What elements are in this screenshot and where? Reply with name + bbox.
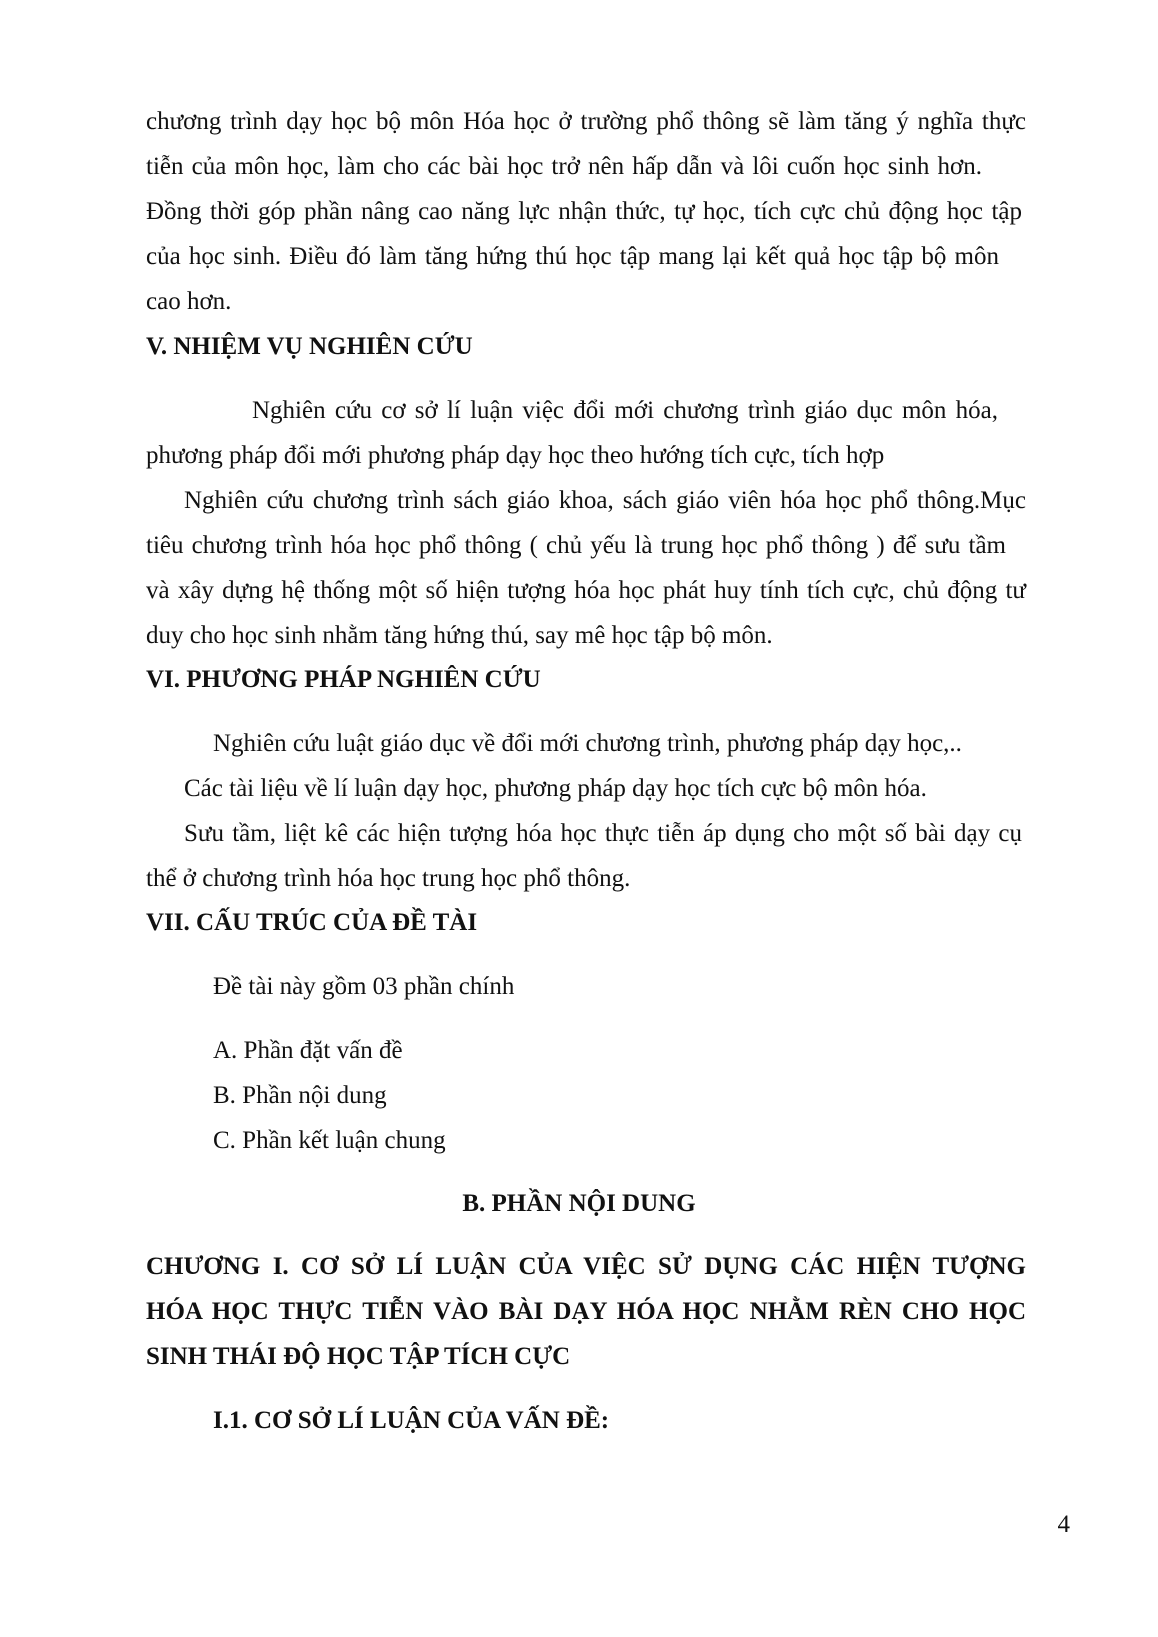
intro-line-4: của học sinh. Điều đó làm tăng hứng thú học tập mang lại kết quả học tập bộ môn: [146, 243, 999, 270]
section-v-para2-line4: duy cho học sinh nhằm tăng hứng thú, say mê học tập bộ môn.: [146, 622, 773, 649]
intro-line-3: Đồng thời góp phần nâng cao năng lực nhận thức, tự học, tích cực chủ động học tập: [146, 198, 1022, 225]
part-item-a: A. Phần đặt vấn đề: [213, 1037, 403, 1064]
section-v-para1-line2: phương pháp đổi mới phương pháp dạy học theo hướng tích cực, tích hợp: [146, 442, 885, 469]
part-item-c: C. Phần kết luận chung: [213, 1127, 446, 1154]
part-b-title: B. PHẦN NỘI DUNG: [462, 1190, 696, 1217]
section-v-para2-line3: và xây dựng hệ thống một số hiện tượng hóa học phát huy tính tích cực, chủ động tư: [146, 577, 1026, 604]
page-number: 4: [1057, 1511, 1070, 1538]
intro-line-1: chương trình dạy học bộ môn Hóa học ở trường phổ thông sẽ làm tăng ý nghĩa thực: [146, 108, 1026, 135]
section-v-heading: V. NHIỆM VỤ NGHIÊN CỨU: [146, 333, 473, 360]
section-vii-intro: Đề tài này gồm 03 phần chính: [213, 973, 515, 1000]
section-v-para2-line2: tiêu chương trình hóa học phổ thông ( chủ yếu là trung học phổ thông ) để sưu tầm: [146, 532, 1006, 559]
section-vi-line3: Sưu tầm, liệt kê các hiện tượng hóa học thực tiễn áp dụng cho một số bài dạy cụ: [184, 820, 1022, 847]
intro-line-5: cao hơn.: [146, 288, 232, 315]
section-vii-heading: VII. CẤU TRÚC CỦA ĐỀ TÀI: [146, 909, 478, 936]
section-v-para2-line1: Nghiên cứu chương trình sách giáo khoa, sách giáo viên hóa học phổ thông.Mục: [184, 487, 1026, 514]
section-vi-heading: VI. PHƯƠNG PHÁP NGHIÊN CỨU: [146, 666, 541, 693]
chapter-title-line1: CHƯƠNG I. CƠ SỞ LÍ LUẬN CỦA VIỆC SỬ DỤNG CÁC HIỆN TƯỢNG: [146, 1253, 1026, 1280]
section-vi-line2: Các tài liệu về lí luận dạy học, phương pháp dạy học tích cực bộ môn hóa.: [184, 775, 927, 802]
section-vi-line1: Nghiên cứu luật giáo dục về đổi mới chương trình, phương pháp dạy học,..: [213, 730, 962, 757]
section-v-para1-line1: Nghiên cứu cơ sở lí luận việc đổi mới chương trình giáo dục môn hóa,: [252, 397, 998, 424]
chapter-title-line2: HÓA HỌC THỰC TIỄN VÀO BÀI DẠY HÓA HỌC NHẰM RÈN CHO HỌC: [146, 1298, 1026, 1325]
intro-line-2: tiễn của môn học, làm cho các bài học trở nên hấp dẫn và lôi cuốn học sinh hơn.: [146, 153, 982, 180]
part-item-b: B. Phần nội dung: [213, 1082, 387, 1109]
section-vi-line4: thể ở chương trình hóa học trung học phổ thông.: [146, 865, 631, 892]
chapter-title-line3: SINH THÁI ĐỘ HỌC TẬP TÍCH CỰC: [146, 1343, 571, 1370]
subsection-title: I.1. CƠ SỞ LÍ LUẬN CỦA VẤN ĐỀ:: [213, 1407, 610, 1434]
